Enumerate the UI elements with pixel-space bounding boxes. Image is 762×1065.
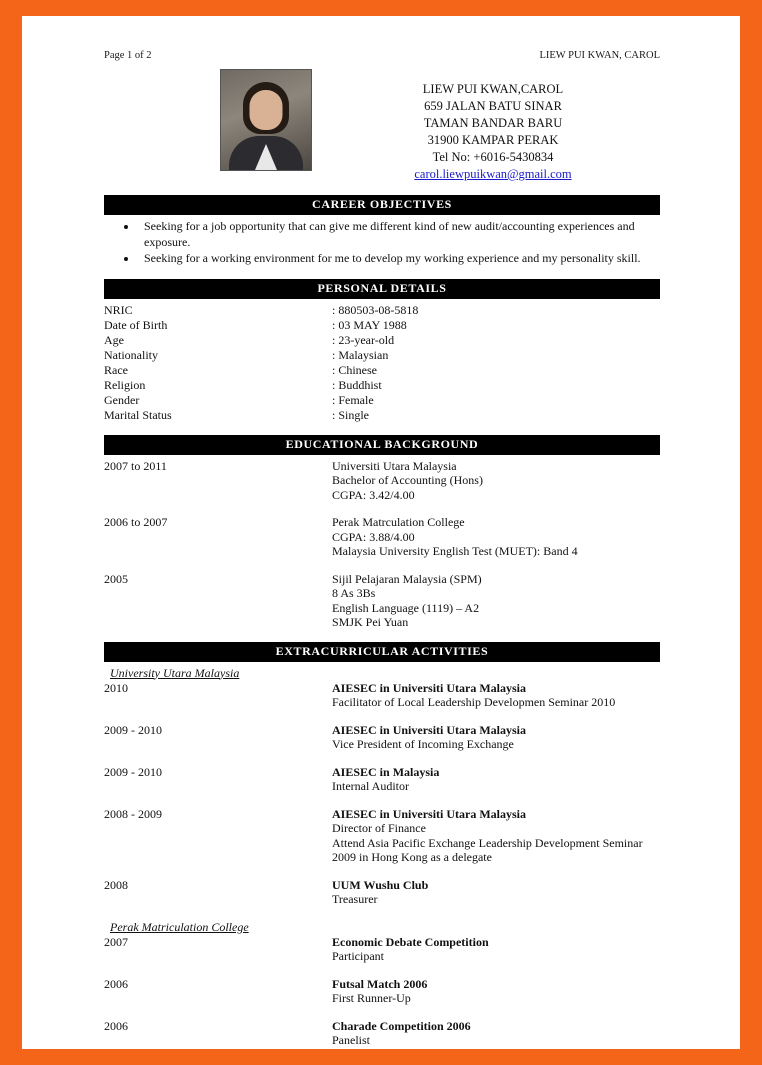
- document-header: [104, 50, 660, 61]
- table-row: [104, 363, 660, 378]
- detail-label: Race: [104, 362, 128, 377]
- spacer-row: [104, 1006, 660, 1019]
- education-body: [332, 572, 660, 630]
- education-year: 2007 to 2011: [104, 458, 167, 473]
- list-item: • Seeking for a job opportunity that can give me different kind of new audit/accounting experiences and exposure.: [138, 219, 660, 250]
- detail-value: : 880503-08-5818: [332, 302, 419, 317]
- activities-table-uum: [104, 681, 660, 907]
- activity-line: Vice President of Incoming Exchange: [332, 737, 514, 751]
- education-table: [104, 459, 660, 630]
- portrait-face: [250, 90, 283, 130]
- activity-group-institution: University Utara Malaysia: [110, 665, 240, 680]
- detail-label: Marital Status: [104, 407, 172, 422]
- activity-year: 2010: [104, 680, 128, 695]
- contact-address-line3: 31900 KAMPAR PERAK: [427, 133, 559, 147]
- activity-year: 2009 - 2010: [104, 764, 162, 779]
- contact-address-line2: TAMAN BANDAR BARU: [423, 116, 563, 130]
- table-row: [104, 977, 660, 1006]
- education-body: [332, 515, 660, 559]
- activity-line: Internal Auditor: [332, 779, 409, 793]
- education-line: 8 As 3Bs: [332, 586, 376, 600]
- spacer-row: [104, 964, 660, 977]
- education-line: Universiti Utara Malaysia: [332, 458, 457, 473]
- activity-year: 2009 - 2010: [104, 722, 162, 737]
- activity-body: [332, 935, 660, 964]
- header-name-label: LIEW PUI KWAN, CAROL: [539, 50, 660, 61]
- spacer-row: [104, 502, 660, 515]
- table-row: [104, 681, 660, 710]
- detail-label: Date of Birth: [104, 317, 168, 332]
- detail-label: Age: [104, 332, 124, 347]
- detail-value: : 03 MAY 1988: [332, 317, 407, 332]
- page-content: [104, 50, 660, 1048]
- table-row: [104, 378, 660, 393]
- detail-label: Nationality: [104, 347, 158, 362]
- activity-body: [332, 681, 660, 710]
- activity-line: Treasurer: [332, 892, 378, 906]
- contact-block: [104, 69, 660, 183]
- activity-year: 2008: [104, 877, 128, 892]
- detail-label: NRIC: [104, 302, 133, 317]
- activity-line: Attend Asia Pacific Exchange Leadership Development Seminar 2009 in Hong Kong as a delegate: [332, 835, 643, 864]
- table-row: [104, 303, 660, 318]
- section-title-career-objectives: CAREER OBJECTIVES: [104, 195, 660, 215]
- activity-year: 2006: [104, 1018, 128, 1033]
- table-row: [104, 459, 660, 503]
- activity-title: Charade Competition 2006: [332, 1018, 471, 1033]
- activities-table-matriculation: [104, 935, 660, 1048]
- detail-label: Religion: [104, 377, 146, 392]
- table-row: [104, 878, 660, 907]
- activity-line: Panelist: [332, 1033, 370, 1047]
- education-line: Sijil Pelajaran Malaysia (SPM): [332, 571, 482, 586]
- table-row: [104, 393, 660, 408]
- contact-email-link[interactable]: carol.liewpuikwan@gmail.com: [414, 167, 572, 181]
- page-number-label: Page 1 of 2: [104, 50, 152, 61]
- education-line: CGPA: 3.42/4.00: [332, 487, 415, 502]
- activity-line: Facilitator of Local Leadership Developmen Seminar 2010: [332, 695, 616, 709]
- activity-title: Economic Debate Competition: [332, 934, 489, 949]
- list-item: • Seeking for a working environment for me to develop my working experience and my personality skill.: [138, 251, 660, 267]
- table-row: [104, 807, 660, 865]
- spacer-row: [104, 752, 660, 765]
- education-line: SMJK Pei Yuan: [332, 615, 409, 629]
- education-year: 2005: [104, 571, 128, 586]
- portrait-photo: [220, 69, 312, 171]
- career-objectives-list: [104, 219, 660, 267]
- activity-year: 2007: [104, 934, 128, 949]
- activity-title: UUM Wushu Club: [332, 877, 429, 892]
- section-title-personal-details: PERSONAL DETAILS: [104, 279, 660, 299]
- contact-phone: Tel No: +6016-5430834: [432, 150, 554, 164]
- detail-label: Gender: [104, 392, 140, 407]
- activity-line: Director of Finance: [332, 821, 426, 835]
- table-row: [104, 408, 660, 423]
- contact-name: LIEW PUI KWAN,CAROL: [422, 82, 564, 96]
- activity-body: [332, 1019, 660, 1048]
- activity-line: First Runner-Up: [332, 991, 411, 1005]
- table-row: [104, 515, 660, 559]
- activity-body: [332, 878, 660, 907]
- spacer-row: [104, 710, 660, 723]
- activity-group-institution: Perak Matriculation College: [110, 919, 249, 934]
- section-title-educational-background: EDUCATIONAL BACKGROUND: [104, 435, 660, 455]
- education-body: [332, 459, 660, 503]
- activity-body: [332, 977, 660, 1006]
- table-row: [104, 1019, 660, 1048]
- detail-value: : Single: [332, 407, 370, 422]
- detail-value: : Buddhist: [332, 377, 382, 392]
- activity-year: 2008 - 2009: [104, 806, 162, 821]
- spacer-row: [104, 794, 660, 807]
- education-line: Bachelor of Accounting (Hons): [332, 473, 483, 487]
- detail-value: : 23-year-old: [332, 332, 395, 347]
- spacer-row: [104, 865, 660, 878]
- education-year: 2006 to 2007: [104, 515, 168, 529]
- table-row: [104, 572, 660, 630]
- activity-body: [332, 723, 660, 752]
- activity-body: [332, 765, 660, 794]
- activity-title: Futsal Match 2006: [332, 976, 428, 991]
- detail-value: : Female: [332, 392, 374, 407]
- section-title-extracurricular-activities: EXTRACURRICULAR ACTIVITIES: [104, 642, 660, 662]
- table-row: [104, 765, 660, 794]
- personal-details-table: [104, 303, 660, 423]
- activity-title: AIESEC in Universiti Utara Malaysia: [332, 680, 527, 695]
- document-page: [22, 16, 740, 1049]
- education-line: Malaysia University English Test (MUET): Band 4: [332, 544, 578, 558]
- activity-title: AIESEC in Universiti Utara Malaysia: [332, 722, 527, 737]
- activity-body: [332, 807, 660, 865]
- contact-details: [312, 69, 660, 183]
- education-line: Perak Matrculation College: [332, 515, 465, 529]
- detail-value: : Malaysian: [332, 347, 389, 362]
- education-line: English Language (1119) – A2: [332, 600, 480, 615]
- activity-line: Participant: [332, 949, 384, 963]
- table-row: [104, 318, 660, 333]
- table-row: [104, 723, 660, 752]
- table-row: [104, 333, 660, 348]
- spacer-row: [104, 559, 660, 572]
- activity-title: AIESEC in Universiti Utara Malaysia: [332, 806, 527, 821]
- detail-value: : Chinese: [332, 362, 377, 377]
- contact-address-line1: 659 JALAN BATU SINAR: [424, 99, 562, 113]
- table-row: [104, 935, 660, 964]
- activity-year: 2006: [104, 976, 128, 991]
- education-line: CGPA: 3.88/4.00: [332, 529, 415, 544]
- table-row: [104, 348, 660, 363]
- activity-title: AIESEC in Malaysia: [332, 764, 440, 779]
